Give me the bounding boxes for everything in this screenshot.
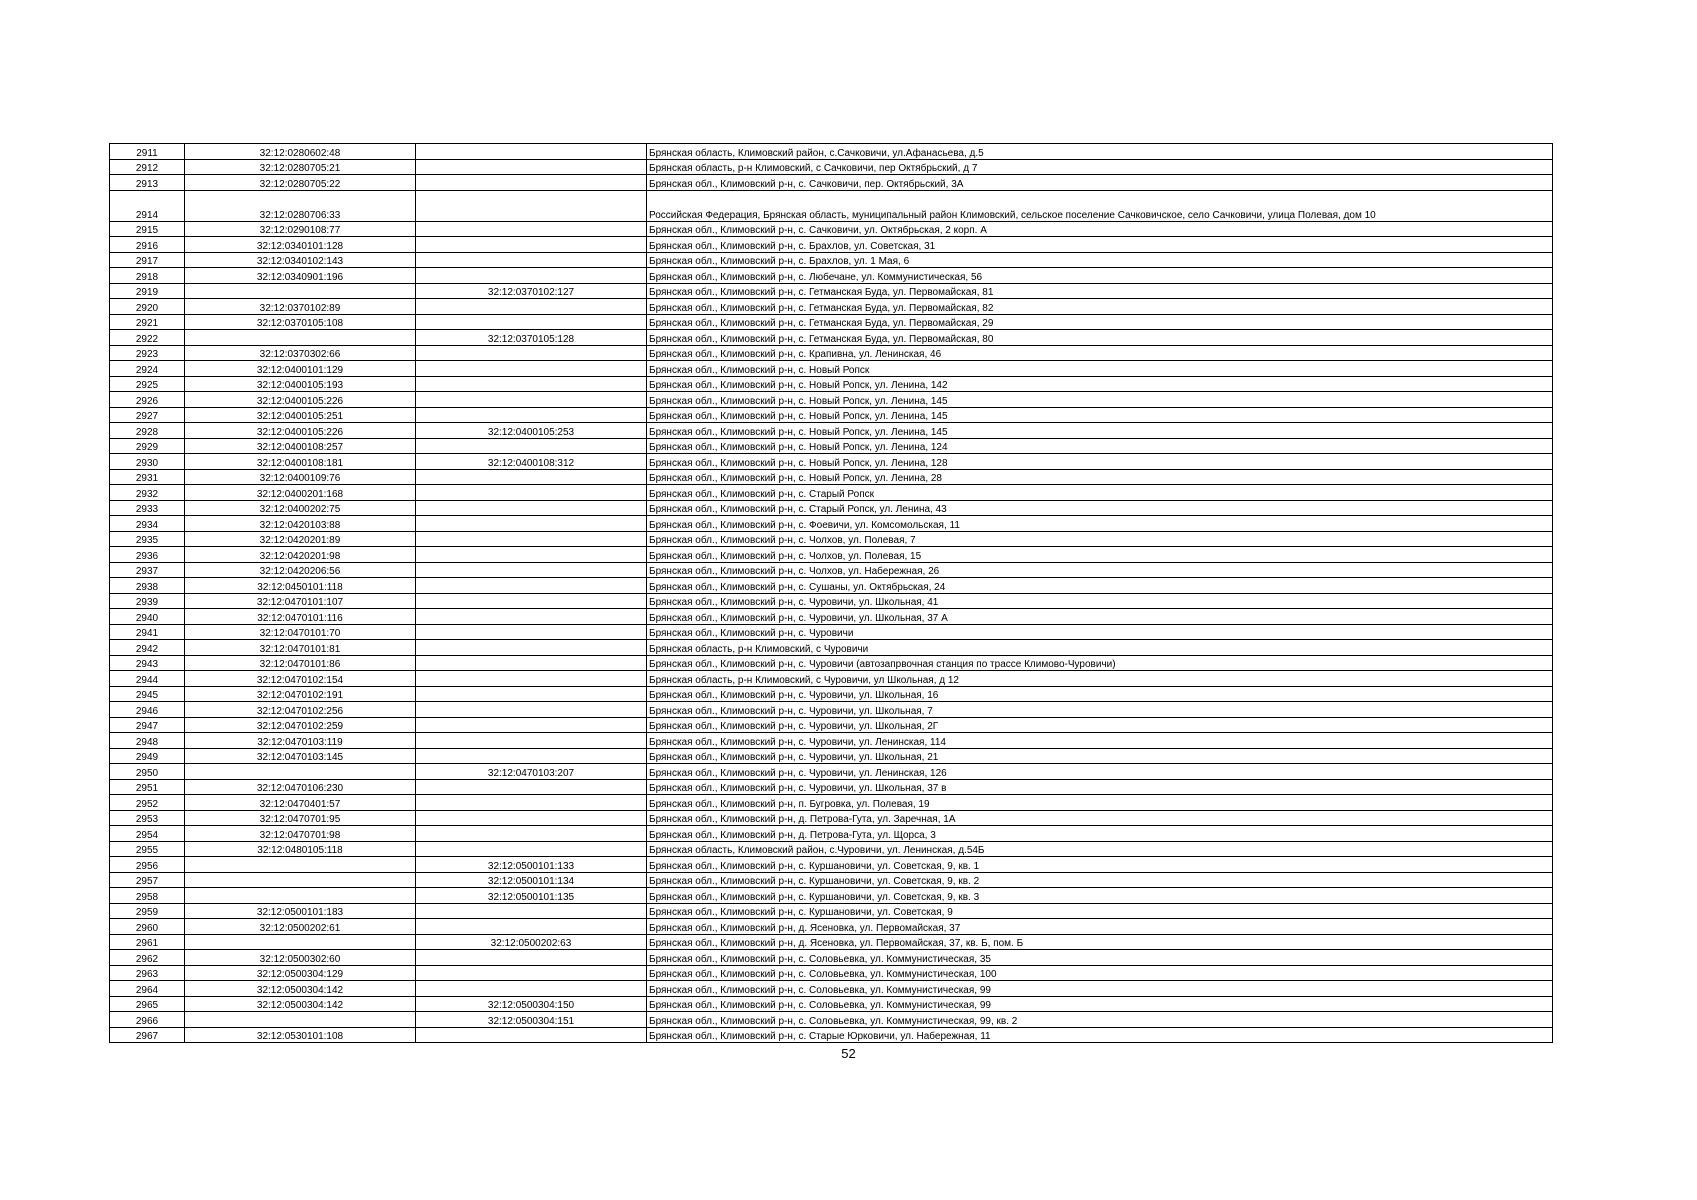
table-row [110, 1012, 1553, 1028]
table-row [110, 826, 1553, 842]
related-cadastral-number-cell [416, 345, 647, 361]
cadastral-number-cell: 32:12:0500304:142 [185, 981, 416, 997]
cadastral-number-cell [185, 283, 416, 299]
cadastral-number-cell: 32:12:0280602:48 [185, 144, 416, 160]
row-number-cell: 2960 [110, 919, 185, 935]
table-row [110, 640, 1553, 656]
cadastral-number-cell: 32:12:0470401:57 [185, 795, 416, 811]
related-cadastral-number-cell [416, 640, 647, 656]
related-cadastral-number-cell [416, 655, 647, 671]
cadastral-number-cell [185, 934, 416, 950]
row-number-cell: 2955 [110, 841, 185, 857]
row-number-cell: 2946 [110, 702, 185, 718]
row-number-cell: 2944 [110, 671, 185, 687]
cadastral-number-cell: 32:12:0400108:181 [185, 454, 416, 470]
cadastral-number-cell: 32:12:0470101:70 [185, 624, 416, 640]
cadastral-number-cell: 32:12:0400109:76 [185, 469, 416, 485]
address-cell: Брянская обл., Климовский р-н, с. Соловьевка, ул. Коммунистическая, 35 [647, 950, 1553, 966]
row-number-cell: 2941 [110, 624, 185, 640]
address-cell: Брянская обл., Климовский р-н, д. Петрова-Гута, ул. Заречная, 1А [647, 810, 1553, 826]
cadastral-number-cell: 32:12:0470101:107 [185, 593, 416, 609]
cadastral-number-cell: 32:12:0500101:183 [185, 903, 416, 919]
row-number-cell: 2927 [110, 407, 185, 423]
row-number-cell: 2915 [110, 221, 185, 237]
table-row [110, 252, 1553, 268]
table-row [110, 764, 1553, 780]
row-number-cell: 2963 [110, 965, 185, 981]
related-cadastral-number-cell [416, 144, 647, 160]
table-row [110, 531, 1553, 547]
row-number-cell: 2921 [110, 314, 185, 330]
cadastral-number-cell: 32:12:0340901:196 [185, 268, 416, 284]
related-cadastral-number-cell [416, 299, 647, 315]
row-number-cell: 2920 [110, 299, 185, 315]
row-number-cell: 2935 [110, 531, 185, 547]
address-cell: Брянская обл., Климовский р-н, с. Чолхов, ул. Набережная, 26 [647, 562, 1553, 578]
cadastral-number-cell: 32:12:0420206:56 [185, 562, 416, 578]
table-row [110, 159, 1553, 175]
table-row [110, 593, 1553, 609]
table-row [110, 872, 1553, 888]
related-cadastral-number-cell: 32:12:0500101:135 [416, 888, 647, 904]
cadastral-number-cell: 32:12:0470102:259 [185, 717, 416, 733]
cadastral-number-cell: 32:12:0470103:119 [185, 733, 416, 749]
related-cadastral-number-cell [416, 237, 647, 253]
table-row [110, 795, 1553, 811]
row-number-cell: 2951 [110, 779, 185, 795]
address-cell: Брянская обл., Климовский р-н, с. Старые Юрковичи, ул. Набережная, 11 [647, 1027, 1553, 1043]
table-row [110, 221, 1553, 237]
table-row [110, 562, 1553, 578]
cadastral-number-cell: 32:12:0400105:226 [185, 392, 416, 408]
cadastral-number-cell: 32:12:0420201:98 [185, 547, 416, 563]
cadastral-number-cell: 32:12:0290108:77 [185, 221, 416, 237]
cadastral-number-cell: 32:12:0280705:22 [185, 175, 416, 191]
row-number-cell: 2932 [110, 485, 185, 501]
related-cadastral-number-cell: 32:12:0470103:207 [416, 764, 647, 780]
table-row [110, 283, 1553, 299]
related-cadastral-number-cell [416, 314, 647, 330]
related-cadastral-number-cell [416, 981, 647, 997]
related-cadastral-number-cell: 32:12:0500304:151 [416, 1012, 647, 1028]
table-row [110, 996, 1553, 1012]
related-cadastral-number-cell [416, 593, 647, 609]
row-number-cell: 2911 [110, 144, 185, 160]
row-number-cell: 2966 [110, 1012, 185, 1028]
address-cell: Брянская обл., Климовский р-н, с. Фоевичи, ул. Комсомольская, 11 [647, 516, 1553, 532]
address-cell: Брянская обл., Климовский р-н, с. Старый Ропск [647, 485, 1553, 501]
row-number-cell: 2939 [110, 593, 185, 609]
address-cell: Брянская обл., Климовский р-н, с. Куршановичи, ул. Советская, 9, кв. 2 [647, 872, 1553, 888]
cadastral-number-cell: 32:12:0480105:118 [185, 841, 416, 857]
row-number-cell: 2965 [110, 996, 185, 1012]
row-number-cell: 2937 [110, 562, 185, 578]
table-row [110, 485, 1553, 501]
address-cell: Брянская обл., Климовский р-н, с. Брахлов, ул. Советская, 31 [647, 237, 1553, 253]
address-cell: Брянская обл., Климовский р-н, с. Чуровичи, ул. Школьная, 41 [647, 593, 1553, 609]
table-row [110, 671, 1553, 687]
table-row [110, 981, 1553, 997]
row-number-cell: 2947 [110, 717, 185, 733]
address-cell: Брянская обл., Климовский р-н, с. Чуровичи, ул. Школьная, 21 [647, 748, 1553, 764]
address-cell: Брянская обл., Климовский р-н, с. Новый Ропск, ул. Ленина, 145 [647, 392, 1553, 408]
address-cell: Брянская обл., Климовский р-н, с. Чуровичи, ул. Ленинская, 126 [647, 764, 1553, 780]
address-cell: Брянская обл., Климовский р-н, с. Новый Ропск [647, 361, 1553, 377]
table-row [110, 702, 1553, 718]
address-cell: Брянская обл., Климовский р-н, с. Новый Ропск, ул. Ленина, 145 [647, 407, 1553, 423]
related-cadastral-number-cell [416, 485, 647, 501]
row-number-cell: 2931 [110, 469, 185, 485]
related-cadastral-number-cell [416, 547, 647, 563]
related-cadastral-number-cell [416, 609, 647, 625]
address-cell: Брянская обл., Климовский р-н, п. Бугровка, ул. Полевая, 19 [647, 795, 1553, 811]
related-cadastral-number-cell [416, 733, 647, 749]
row-number-cell: 2952 [110, 795, 185, 811]
row-number-cell: 2967 [110, 1027, 185, 1043]
cadastral-number-cell: 32:12:0370102:89 [185, 299, 416, 315]
row-number-cell: 2924 [110, 361, 185, 377]
table-row [110, 392, 1553, 408]
table-row [110, 190, 1553, 221]
address-cell: Брянская область, р-н Климовский, с Чуровичи, ул Школьная, д 12 [647, 671, 1553, 687]
property-table-body [110, 144, 1553, 1043]
address-cell: Брянская обл., Климовский р-н, с. Новый Ропск, ул. Ленина, 124 [647, 438, 1553, 454]
row-number-cell: 2914 [110, 190, 185, 221]
row-number-cell: 2961 [110, 934, 185, 950]
related-cadastral-number-cell [416, 376, 647, 392]
table-row [110, 934, 1553, 950]
row-number-cell: 2930 [110, 454, 185, 470]
table-row [110, 407, 1553, 423]
address-cell: Брянская обл., Климовский р-н, с. Любечане, ул. Коммунистическая, 56 [647, 268, 1553, 284]
table-row [110, 810, 1553, 826]
table-row [110, 144, 1553, 160]
cadastral-number-cell [185, 1012, 416, 1028]
row-number-cell: 2926 [110, 392, 185, 408]
table-row [110, 950, 1553, 966]
cadastral-number-cell: 32:12:0470101:86 [185, 655, 416, 671]
address-cell: Брянская обл., Климовский р-н, с. Соловьевка, ул. Коммунистическая, 99 [647, 981, 1553, 997]
table-row [110, 578, 1553, 594]
cadastral-number-cell: 32:12:0400108:257 [185, 438, 416, 454]
cadastral-number-cell: 32:12:0450101:118 [185, 578, 416, 594]
related-cadastral-number-cell: 32:12:0500304:150 [416, 996, 647, 1012]
row-number-cell: 2956 [110, 857, 185, 873]
address-cell: Брянская область, Климовский район, с.Чуровичи, ул. Ленинская, д.54Б [647, 841, 1553, 857]
related-cadastral-number-cell [416, 841, 647, 857]
related-cadastral-number-cell [416, 671, 647, 687]
cadastral-number-cell: 32:12:0340102:143 [185, 252, 416, 268]
related-cadastral-number-cell [416, 578, 647, 594]
related-cadastral-number-cell: 32:12:0400108:312 [416, 454, 647, 470]
related-cadastral-number-cell [416, 175, 647, 191]
row-number-cell: 2957 [110, 872, 185, 888]
related-cadastral-number-cell [416, 624, 647, 640]
table-row [110, 624, 1553, 640]
address-cell: Брянская обл., Климовский р-н, с. Брахлов, ул. 1 Мая, 6 [647, 252, 1553, 268]
address-cell: Брянская обл., Климовский р-н, с. Новый Ропск, ул. Ленина, 142 [647, 376, 1553, 392]
related-cadastral-number-cell [416, 919, 647, 935]
table-row [110, 268, 1553, 284]
related-cadastral-number-cell: 32:12:0500101:134 [416, 872, 647, 888]
address-cell: Брянская обл., Климовский р-н, с. Гетманская Буда, ул. Первомайская, 82 [647, 299, 1553, 315]
related-cadastral-number-cell [416, 748, 647, 764]
address-cell: Брянская обл., Климовский р-н, д. Петрова-Гута, ул. Щорса, 3 [647, 826, 1553, 842]
row-number-cell: 2958 [110, 888, 185, 904]
cadastral-number-cell: 32:12:0470701:95 [185, 810, 416, 826]
related-cadastral-number-cell [416, 361, 647, 377]
related-cadastral-number-cell [416, 252, 647, 268]
row-number-cell: 2919 [110, 283, 185, 299]
table-row [110, 857, 1553, 873]
table-row [110, 919, 1553, 935]
row-number-cell: 2962 [110, 950, 185, 966]
cadastral-number-cell: 32:12:0370105:108 [185, 314, 416, 330]
row-number-cell: 2934 [110, 516, 185, 532]
table-row [110, 655, 1553, 671]
cadastral-number-cell: 32:12:0420103:88 [185, 516, 416, 532]
related-cadastral-number-cell [416, 826, 647, 842]
address-cell: Брянская обл., Климовский р-н, с. Куршановичи, ул. Советская, 9, кв. 1 [647, 857, 1553, 873]
table-row [110, 438, 1553, 454]
related-cadastral-number-cell [416, 702, 647, 718]
row-number-cell: 2948 [110, 733, 185, 749]
cadastral-number-cell: 32:12:0500304:142 [185, 996, 416, 1012]
table-row [110, 841, 1553, 857]
cadastral-number-cell: 32:12:0370302:66 [185, 345, 416, 361]
related-cadastral-number-cell [416, 810, 647, 826]
table-row [110, 175, 1553, 191]
address-cell: Брянская обл., Климовский р-н, с. Чуровичи, ул. Школьная, 16 [647, 686, 1553, 702]
related-cadastral-number-cell: 32:12:0400105:253 [416, 423, 647, 439]
address-cell: Брянская обл., Климовский р-н, д. Ясеновка, ул. Первомайская, 37 [647, 919, 1553, 935]
row-number-cell: 2929 [110, 438, 185, 454]
table-row [110, 376, 1553, 392]
address-cell: Брянская обл., Климовский р-н, с. Новый Ропск, ул. Ленина, 28 [647, 469, 1553, 485]
address-cell: Брянская обл., Климовский р-н, с. Новый Ропск, ул. Ленина, 128 [647, 454, 1553, 470]
row-number-cell: 2917 [110, 252, 185, 268]
address-cell: Брянская обл., Климовский р-н, с. Соловьевка, ул. Коммунистическая, 99 [647, 996, 1553, 1012]
row-number-cell: 2933 [110, 500, 185, 516]
table-row [110, 609, 1553, 625]
cadastral-number-cell: 32:12:0470106:230 [185, 779, 416, 795]
address-cell: Брянская область, р-н Климовский, с Сачковичи, пер Октябрьский, д 7 [647, 159, 1553, 175]
related-cadastral-number-cell [416, 950, 647, 966]
cadastral-number-cell: 32:12:0470102:191 [185, 686, 416, 702]
row-number-cell: 2928 [110, 423, 185, 439]
cadastral-number-cell: 32:12:0500202:61 [185, 919, 416, 935]
related-cadastral-number-cell [416, 516, 647, 532]
cadastral-number-cell: 32:12:0400105:193 [185, 376, 416, 392]
address-cell: Брянская обл., Климовский р-н, с. Чолхов, ул. Полевая, 15 [647, 547, 1553, 563]
cadastral-number-cell: 32:12:0470103:145 [185, 748, 416, 764]
cadastral-number-cell: 32:12:0470101:116 [185, 609, 416, 625]
cadastral-number-cell: 32:12:0530101:108 [185, 1027, 416, 1043]
row-number-cell: 2945 [110, 686, 185, 702]
cadastral-number-cell: 32:12:0470101:81 [185, 640, 416, 656]
related-cadastral-number-cell [416, 221, 647, 237]
address-cell: Брянская обл., Климовский р-н, д. Ясеновка, ул. Первомайская, 37, кв. Б, пом. Б [647, 934, 1553, 950]
cadastral-number-cell: 32:12:0400202:75 [185, 500, 416, 516]
table-row [110, 888, 1553, 904]
table-row [110, 469, 1553, 485]
address-cell: Брянская обл., Климовский р-н, с. Сачковичи, пер. Октябрьский, 3А [647, 175, 1553, 191]
related-cadastral-number-cell [416, 779, 647, 795]
cadastral-number-cell: 32:12:0400201:168 [185, 485, 416, 501]
cadastral-number-cell: 32:12:0500302:60 [185, 950, 416, 966]
cadastral-number-cell: 32:12:0470102:154 [185, 671, 416, 687]
row-number-cell: 2950 [110, 764, 185, 780]
address-cell: Брянская обл., Климовский р-н, с. Сушаны, ул. Октябрьская, 24 [647, 578, 1553, 594]
related-cadastral-number-cell: 32:12:0500202:63 [416, 934, 647, 950]
address-cell: Брянская обл., Климовский р-н, с. Куршановичи, ул. Советская, 9 [647, 903, 1553, 919]
table-row [110, 299, 1553, 315]
address-cell: Брянская область, р-н Климовский, с Чуровичи [647, 640, 1553, 656]
related-cadastral-number-cell [416, 717, 647, 733]
related-cadastral-number-cell [416, 268, 647, 284]
related-cadastral-number-cell [416, 392, 647, 408]
table-row [110, 1027, 1553, 1043]
cadastral-number-cell [185, 764, 416, 780]
row-number-cell: 2918 [110, 268, 185, 284]
cadastral-number-cell: 32:12:0340101:128 [185, 237, 416, 253]
table-row [110, 686, 1553, 702]
address-cell: Брянская область, Климовский район, с.Сачковичи, ул.Афанасьева, д.5 [647, 144, 1553, 160]
related-cadastral-number-cell: 32:12:0500101:133 [416, 857, 647, 873]
address-cell: Брянская обл., Климовский р-н, с. Чуровичи [647, 624, 1553, 640]
row-number-cell: 2936 [110, 547, 185, 563]
table-row [110, 516, 1553, 532]
address-cell: Брянская обл., Климовский р-н, с. Чуровичи, ул. Ленинская, 114 [647, 733, 1553, 749]
table-row [110, 345, 1553, 361]
row-number-cell: 2953 [110, 810, 185, 826]
related-cadastral-number-cell [416, 531, 647, 547]
address-cell: Российская Федерация, Брянская область, муниципальный район Климовский, сельское поселение Сачковичское, село Сачковичи, улица Полевая, дом 10 [647, 190, 1553, 221]
related-cadastral-number-cell [416, 407, 647, 423]
related-cadastral-number-cell: 32:12:0370105:128 [416, 330, 647, 346]
row-number-cell: 2922 [110, 330, 185, 346]
address-cell: Брянская обл., Климовский р-н, с. Крапивна, ул. Ленинская, 46 [647, 345, 1553, 361]
cadastral-number-cell: 32:12:0280705:21 [185, 159, 416, 175]
cadastral-number-cell: 32:12:0400105:226 [185, 423, 416, 439]
related-cadastral-number-cell [416, 190, 647, 221]
address-cell: Брянская обл., Климовский р-н, с. Чуровичи, ул. Школьная, 37 в [647, 779, 1553, 795]
table-row [110, 733, 1553, 749]
row-number-cell: 2940 [110, 609, 185, 625]
related-cadastral-number-cell [416, 965, 647, 981]
property-table [109, 143, 1553, 1043]
address-cell: Брянская обл., Климовский р-н, с. Чуровичи, ул. Школьная, 2Г [647, 717, 1553, 733]
related-cadastral-number-cell [416, 562, 647, 578]
table-row [110, 965, 1553, 981]
cadastral-number-cell: 32:12:0280706:33 [185, 190, 416, 221]
cadastral-number-cell [185, 888, 416, 904]
related-cadastral-number-cell [416, 903, 647, 919]
table-row [110, 748, 1553, 764]
related-cadastral-number-cell [416, 795, 647, 811]
row-number-cell: 2954 [110, 826, 185, 842]
address-cell: Брянская обл., Климовский р-н, с. Гетманская Буда, ул. Первомайская, 29 [647, 314, 1553, 330]
row-number-cell: 2942 [110, 640, 185, 656]
address-cell: Брянская обл., Климовский р-н, с. Гетманская Буда, ул. Первомайская, 80 [647, 330, 1553, 346]
table-row [110, 903, 1553, 919]
related-cadastral-number-cell [416, 500, 647, 516]
cadastral-number-cell [185, 857, 416, 873]
related-cadastral-number-cell: 32:12:0370102:127 [416, 283, 647, 299]
table-row [110, 500, 1553, 516]
table-row [110, 779, 1553, 795]
address-cell: Брянская обл., Климовский р-н, с. Старый Ропск, ул. Ленина, 43 [647, 500, 1553, 516]
address-cell: Брянская обл., Климовский р-н, с. Новый Ропск, ул. Ленина, 145 [647, 423, 1553, 439]
table-row [110, 361, 1553, 377]
address-cell: Брянская обл., Климовский р-н, с. Гетманская Буда, ул. Первомайская, 81 [647, 283, 1553, 299]
address-cell: Брянская обл., Климовский р-н, с. Соловьевка, ул. Коммунистическая, 99, кв. 2 [647, 1012, 1553, 1028]
cadastral-number-cell: 32:12:0470701:98 [185, 826, 416, 842]
table-row [110, 237, 1553, 253]
address-cell: Брянская обл., Климовский р-н, с. Чуровичи, ул. Школьная, 7 [647, 702, 1553, 718]
row-number-cell: 2923 [110, 345, 185, 361]
table-row [110, 717, 1553, 733]
related-cadastral-number-cell [416, 159, 647, 175]
address-cell: Брянская обл., Климовский р-н, с. Чуровичи (автозапрвочная станция по трассе Климово-Чуровичи) [647, 655, 1553, 671]
address-cell: Брянская обл., Климовский р-н, с. Сачковичи, ул. Октябрьская, 2 корп. А [647, 221, 1553, 237]
row-number-cell: 2916 [110, 237, 185, 253]
row-number-cell: 2925 [110, 376, 185, 392]
cadastral-number-cell: 32:12:0400101:129 [185, 361, 416, 377]
row-number-cell: 2943 [110, 655, 185, 671]
table-row [110, 423, 1553, 439]
address-cell: Брянская обл., Климовский р-н, с. Куршановичи, ул. Советская, 9, кв. 3 [647, 888, 1553, 904]
table-row [110, 314, 1553, 330]
address-cell: Брянская обл., Климовский р-н, с. Чуровичи, ул. Школьная, 37 А [647, 609, 1553, 625]
row-number-cell: 2938 [110, 578, 185, 594]
cadastral-number-cell [185, 330, 416, 346]
related-cadastral-number-cell [416, 438, 647, 454]
table-row [110, 547, 1553, 563]
row-number-cell: 2912 [110, 159, 185, 175]
row-number-cell: 2959 [110, 903, 185, 919]
cadastral-number-cell: 32:12:0500304:129 [185, 965, 416, 981]
related-cadastral-number-cell [416, 1027, 647, 1043]
row-number-cell: 2949 [110, 748, 185, 764]
address-cell: Брянская обл., Климовский р-н, с. Соловьевка, ул. Коммунистическая, 100 [647, 965, 1553, 981]
address-cell: Брянская обл., Климовский р-н, с. Чолхов, ул. Полевая, 7 [647, 531, 1553, 547]
cadastral-number-cell [185, 872, 416, 888]
row-number-cell: 2964 [110, 981, 185, 997]
cadastral-number-cell: 32:12:0400105:251 [185, 407, 416, 423]
table-row [110, 330, 1553, 346]
related-cadastral-number-cell [416, 469, 647, 485]
related-cadastral-number-cell [416, 686, 647, 702]
cadastral-number-cell: 32:12:0420201:89 [185, 531, 416, 547]
table-row [110, 454, 1553, 470]
row-number-cell: 2913 [110, 175, 185, 191]
page-number: 52 [841, 1046, 856, 1061]
cadastral-number-cell: 32:12:0470102:256 [185, 702, 416, 718]
